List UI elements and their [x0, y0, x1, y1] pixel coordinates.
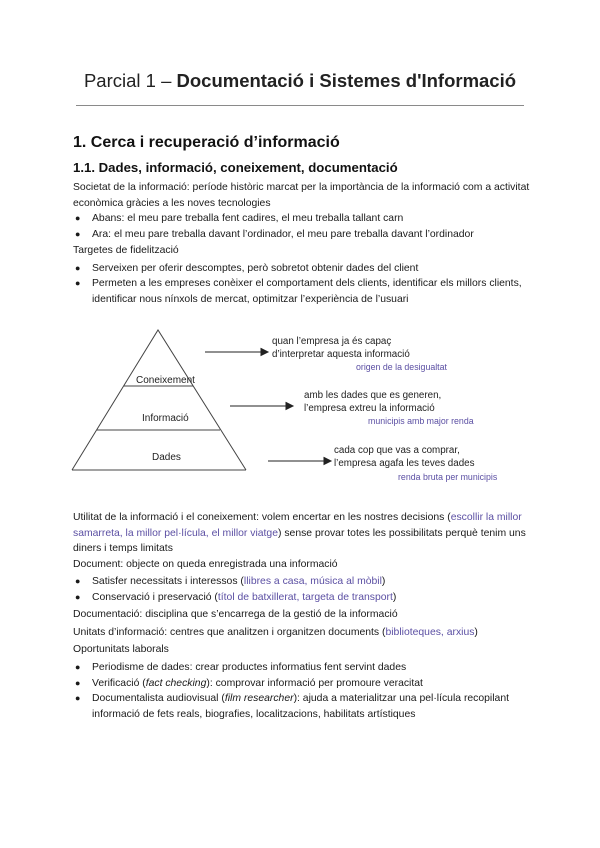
note-line: cada cop que vas a comprar,	[334, 445, 460, 456]
diagram-note-data	[334, 445, 475, 470]
list-item	[75, 676, 532, 692]
opportunities-heading: Oportunitats laborals	[73, 644, 169, 655]
list-item-text: Documentalista audiovisual (	[92, 693, 225, 704]
page-title	[0, 70, 600, 92]
list-item-examples: llibres a casa, música al mòbil	[243, 576, 382, 587]
list-item-text: Conservació i preservació (	[92, 592, 218, 603]
list-item-tail: ): ajuda a materialitzar una pel·lícula recopilant informació de fets reals, biografies, localitzacions, habilitats artístiques	[92, 693, 509, 720]
pyramid-outline	[72, 330, 246, 470]
list-item-tail: )	[381, 576, 386, 587]
units-examples: biblioteques, arxius	[385, 627, 475, 638]
list-item-examples: títol de batxillerat, targeta de transport	[217, 592, 393, 603]
list-item	[75, 590, 532, 606]
utility-examples: escollir la millor samarreta, la millor pel·lícula, el millor viatge	[73, 512, 522, 539]
bullet-icon: ●	[75, 662, 81, 672]
list-item-term: film researcher	[224, 693, 294, 704]
arrow-top-head	[261, 349, 268, 356]
bullet-icon: ●	[75, 678, 81, 688]
title-prefix: Parcial 1 –	[83, 70, 177, 91]
diagram-note-information	[304, 390, 441, 415]
diagram-source-knowledge: origen de la desigualtat	[356, 362, 447, 372]
utility-text: Utilitat de la informació i el coneixement: volem encertar en les nostres decisions (	[73, 512, 451, 523]
list-item	[75, 276, 532, 307]
utility-paragraph	[73, 510, 535, 557]
bullet-icon: ●	[75, 576, 81, 586]
note-line: l’empresa extreu la informació	[304, 402, 435, 414]
list-item-text: Satisfer necessitats i interessos (	[92, 576, 244, 587]
note-line: amb les dades que es generen,	[304, 390, 442, 401]
bullet-icon: ●	[75, 213, 81, 223]
title-main: Documentació i Sistemes d'Informació	[176, 70, 517, 91]
list-item-tail: ): comprovar informació per promoure veracitat	[206, 678, 423, 689]
bullet-icon: ●	[75, 229, 81, 239]
heading-1-1: 1.1. Dades, informació, coneixement, documentació	[73, 160, 398, 175]
note-line: d’interpretar aquesta informació	[272, 348, 410, 360]
title-divider	[76, 105, 524, 106]
units-text: Unitats d’informació: centres que analitzen i organitzen documents (	[73, 627, 386, 638]
utility-tail: ) sense provar totes les possibilitats perquè tenim uns diners i temps limitats	[73, 527, 526, 554]
bullet-icon: ●	[75, 693, 81, 703]
list-item-tail: )	[392, 592, 397, 603]
list-item	[75, 261, 532, 277]
units-tail: )	[474, 627, 478, 638]
pyramid-label-data: Dades	[152, 452, 181, 463]
list-item	[75, 660, 532, 676]
note-line: quan l’empresa ja és capaç	[272, 336, 392, 347]
list-item	[75, 227, 532, 243]
list-item	[75, 574, 532, 590]
loyalty-cards-heading: Targetes de fidelització	[73, 245, 179, 256]
information-units-paragraph	[73, 625, 535, 641]
pyramid-label-information: Informació	[142, 413, 189, 424]
list-item-term: fact checking	[145, 678, 207, 689]
list-item-text: Ara: el meu pare treballa davant l’ordinador, el meu pare treballa davant l’ordinador	[92, 229, 474, 240]
documentation-definition: Documentació: disciplina que s’encarrega de la gestió de la informació	[73, 609, 398, 620]
list-item-text: Periodisme de dades: crear productes informatius fent servint dades	[92, 662, 407, 673]
info-society-paragraph: Societat de la informació: període històric marcat per la importància de la informació com a activitat econòmica gràcies a les noves tecnologies	[73, 182, 530, 209]
bullet-icon: ●	[75, 263, 81, 273]
bullet-icon: ●	[75, 592, 81, 602]
list-item	[75, 691, 532, 722]
knowledge-pyramid-diagram	[60, 320, 540, 500]
diagram-source-information: municipis amb major renda	[368, 416, 474, 426]
note-line: l’empresa agafa les teves dades	[334, 457, 475, 469]
list-item-text: Permeten a les empreses conèixer el comportament dels clients, identificar els millors clients, identificar nous nínxols de mercat, optimitzar l’experiència de l’usuari	[92, 278, 522, 305]
heading-1: 1. Cerca i recuperació d’informació	[73, 134, 340, 151]
list-item-text: Serveixen per oferir descomptes, però sobretot obtenir dades del client	[92, 263, 419, 274]
arrow-bottom-head	[324, 458, 331, 465]
arrow-middle-head	[286, 403, 293, 410]
bullet-icon: ●	[75, 278, 81, 288]
pyramid-label-knowledge: Coneixement	[136, 375, 195, 386]
diagram-note-knowledge	[272, 336, 410, 361]
list-item	[75, 211, 532, 227]
diagram-source-data: renda bruta per municipis	[398, 472, 498, 482]
list-item-text: Abans: el meu pare treballa fent cadires, el meu treballa tallant carn	[92, 213, 404, 224]
document-definition: Document: objecte on queda enregistrada una informació	[73, 559, 338, 570]
list-item-text: Verificació (	[92, 678, 146, 689]
